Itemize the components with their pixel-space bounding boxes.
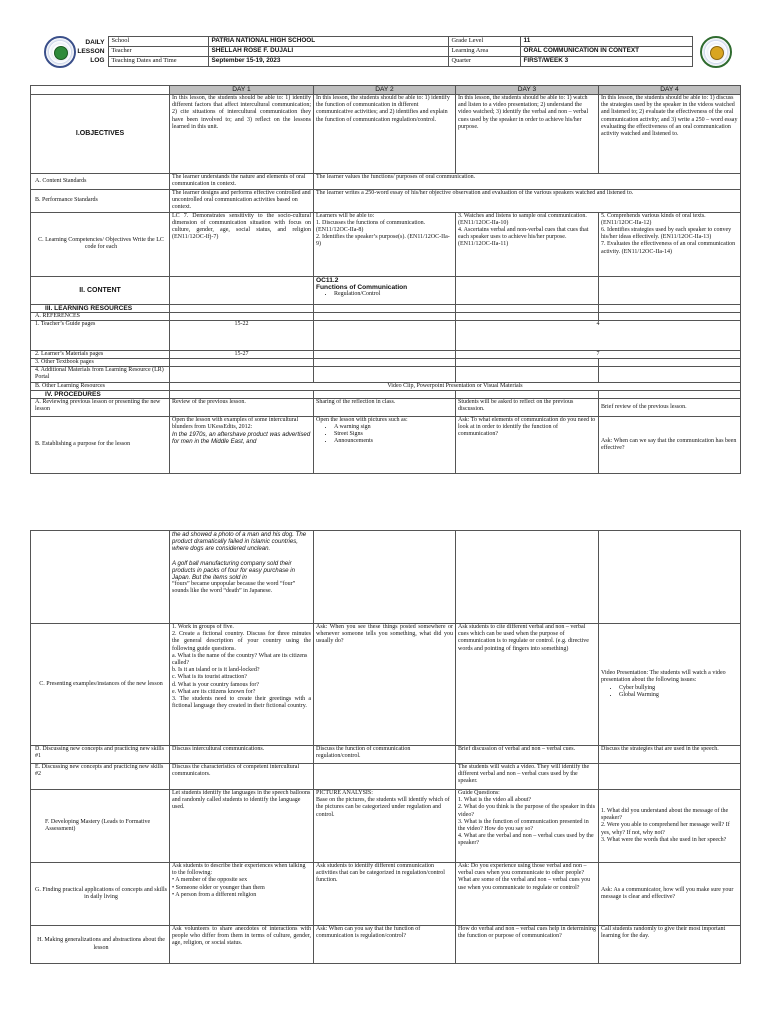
- list-item: • Street Signs: [334, 431, 453, 438]
- continuation-normal: “fours” became unpopular because the word “four” sounds like the word “death” in Japanese.: [172, 581, 296, 595]
- procedure-c-day-4-list: [601, 685, 738, 699]
- competency-line: 7. Evaluates the effectiveness of an oral communication activity. (EN11/12OC-IIa-14): [601, 241, 736, 255]
- grade-label: Grade Level: [448, 37, 520, 47]
- log-title-line-3: LOG: [90, 57, 105, 64]
- school-seal-logo: [700, 36, 732, 68]
- competencies-day-2: [314, 212, 456, 276]
- objectives-day-1: In this lesson, the students should be able to: 1) identify different factors that affect intercultural communication; 2) cite situations of intercultural communication they have been involved to; and 3) reflect on the lessons learned in this unit.: [170, 95, 314, 174]
- procedure-h-day-4: Call students randomly to give their most important learning for the day.: [599, 926, 741, 964]
- procedure-b-label: B. Establishing a purpose for the lesson: [31, 416, 170, 473]
- procedure-a-day-2: Sharing of the reflection in class.: [314, 398, 456, 416]
- quarter-label: Quarter: [448, 57, 520, 67]
- procedure-f-day-2-text: Base on the pictures, the students will identify which of the pictures can be categorized under regulation and control.: [316, 797, 450, 818]
- procedure-e-day-3: The students will watch a video. They will identify the different verbal and non – verbal cues used by the speaker.: [456, 764, 599, 790]
- procedure-f-line: 3. What is the function of communication presented in the video? How do you say so?: [458, 818, 589, 833]
- day-4-header: DAY 4: [599, 86, 741, 95]
- objectives-day-4: In this lesson, the students should be able to: 1) discuss the strategies used by the speaker in the videos watched and listened to; 2) evaluate the effectiveness of the oral communication activity; and 3) write a 250 – word essay evaluating the effectiveness of an oral communication activity watched and listened to.: [599, 95, 741, 174]
- content-day-2: [314, 276, 456, 304]
- procedure-c-line: 1. Work in groups of five.: [172, 624, 234, 630]
- dates-label: Teaching Dates and Time: [108, 57, 208, 67]
- empty-cell: [170, 304, 314, 312]
- teachers-guide-day-1: 15-22: [170, 320, 314, 350]
- competencies-label: C. Learning Competencies/ Objectives Write the LC code for each: [31, 212, 170, 276]
- learners-materials-label: 2. Learner’s Materials pages: [31, 350, 170, 358]
- procedure-e-day-1: Discuss the characteristics of competent intercultural communicators.: [170, 764, 314, 790]
- empty-cell: [456, 304, 599, 312]
- continuation-italic-1: the ad showed a photo of a man and his dog. The product dramatically failed in Islamic countries, where dogs are considered unclean.: [172, 531, 307, 553]
- procedure-g-day-3: Ask: Do you experience using those verbal and non – verbal cues when you communicate to other people? What are some of the verbal and non – verbal cues you use when you communicate to regulate or control?: [456, 863, 599, 926]
- teacher-label: Teacher: [108, 47, 208, 57]
- procedure-h-day-3: How do verbal and non – verbal cues help in determining the function or purpose of communication?: [456, 926, 599, 964]
- spacer: [172, 553, 311, 560]
- procedure-h-label: H. Making generalizations and abstractions about the lesson: [31, 926, 170, 964]
- procedure-g-item: • A member of the opposite sex: [172, 877, 248, 884]
- procedure-d-day-4: Discuss the strategies that are used in the speech.: [599, 746, 741, 764]
- references-label: A. REFERENCES: [31, 312, 170, 320]
- procedure-b-day-4: Ask: When can we say that the communication has been effective?: [599, 416, 741, 473]
- procedure-b-day-2-intro: Open the lesson with pictures such as:: [316, 416, 408, 423]
- performance-standards-day-1: The learner designs and performs effective controlled and uncontrolled oral communication activities based on context.: [170, 190, 314, 213]
- teacher-value: SHELLAH ROSE F. DUJALI: [208, 47, 448, 57]
- procedure-f-line: Guide Questions:: [458, 790, 500, 796]
- procedure-g-day-1: [170, 863, 314, 926]
- content-code: OC11.2: [316, 276, 339, 284]
- objectives-label: I.OBJECTIVES: [31, 95, 170, 174]
- empty-cell: [314, 350, 456, 358]
- resources-label: III. LEARNING RESOURCES: [31, 304, 170, 312]
- list-item: • Global Warming: [619, 692, 738, 699]
- content-standards-day-2-4: The learner values the functions/ purposes of oral communication.: [314, 174, 741, 190]
- empty-cell: [599, 764, 741, 790]
- procedure-f-line: 2. Were you able to comprehend her message well? If yes, why? If not, why not?: [601, 822, 730, 836]
- procedure-c-day-1: [170, 624, 314, 746]
- procedure-a-day-4: Brief review of the previous lesson.: [599, 398, 741, 416]
- procedure-c-line: 2. Create a fictional country. Discuss for three minutes the general description of your country using the following guide questions.: [172, 631, 311, 652]
- empty-cell: [599, 531, 741, 624]
- content-day-3: [456, 276, 599, 304]
- empty-cell: [456, 312, 599, 320]
- procedure-f-label: F. Developing Mastery (Leads to Formative Assessment): [31, 790, 170, 863]
- empty-cell: [170, 390, 314, 398]
- procedures-label: IV. PROCEDURES: [31, 390, 170, 398]
- procedure-g-day-4: Ask: As a communicator, how will you make sure your message is clear and effective?: [599, 863, 741, 926]
- procedure-f-line: 1. What is the video all about?: [458, 797, 532, 804]
- lr-portal-label: 4. Additional Materials from Learning Resource (LR) Portal: [31, 367, 170, 382]
- procedure-b-day-1-italic: In the 1970s, an aftershave product was advertised for men in the Middle East, and: [172, 431, 311, 446]
- daily-lesson-log-title: [74, 37, 108, 67]
- empty-cell: [599, 304, 741, 312]
- empty-cell: [314, 320, 456, 350]
- objectives-day-3: In this lesson, the students should be able to: 1) watch and listen to a video presentation; 2) understand the video watched; 3) identify the verbal and non – verbal cues used by the speaker in order to achieve his/her purpose.: [456, 95, 599, 174]
- area-value: ORAL COMMUNICATION IN CONTEXT: [520, 47, 692, 57]
- procedure-c-day-4: [599, 624, 741, 746]
- competency-line: 2. Identifies the speaker’s purpose(s). (EN11/12OC-IIa-9): [316, 234, 450, 248]
- learners-materials-day-3-4: 7: [456, 350, 741, 358]
- other-resources-value: Video Clip, Powerpoint Presentation or Visual Materials: [170, 382, 741, 390]
- performance-standards-day-2-4: The learner writes a 250-word essay of his/her objective observation and evaluation of the various speakers watched and listened to.: [314, 190, 741, 213]
- content-standards-day-1: The learner understands the nature and elements of oral communication in context.: [170, 174, 314, 190]
- procedure-c-line: b. Is it an island or is it land-locked?: [172, 667, 260, 674]
- procedure-g-day-1-intro: Ask students to describe their experiences when talking to the following:: [172, 863, 306, 877]
- competency-line: 6. Identifies strategies used by each speaker to convey his/her ideas effectively. (EN11/12OC-IIa-13): [601, 227, 732, 241]
- procedure-d-label: D. Discussing new concepts and practicing new skills #1: [31, 746, 170, 764]
- day-1-header: DAY 1: [170, 86, 314, 95]
- competency-line: Learners will be able to:: [316, 212, 375, 219]
- procedure-g-day-2: Ask students to identify different communication activities that can be categorized in regulation/control function.: [314, 863, 456, 926]
- empty-cell: [314, 531, 456, 624]
- list-item: • Announcements: [334, 438, 453, 445]
- empty-cell: [599, 312, 741, 320]
- procedure-f-line: 2. What do you think is the purpose of the speaker in this video?: [458, 804, 596, 818]
- corner-cell: [31, 86, 170, 95]
- continuation-italic-2: A golf ball manufacturing company sold their products in packs of four for easy purchase in Japan. But the items sold in: [172, 559, 295, 582]
- empty-cell: [314, 359, 456, 367]
- procedure-c-day-4-intro: Video Presentation: The students will watch a video presentation about the following issues:: [601, 670, 726, 684]
- content-standards-label: A. Content Standards: [31, 174, 170, 190]
- procedure-f-line: 1. What did you understand about the message of the speaker?: [601, 807, 729, 822]
- procedure-b-day-1-text: Open the lesson with examples of some intercultural blunders from UKessEdits, 2012:: [172, 416, 299, 431]
- teachers-guide-label: 1. Teacher’s Guide pages: [31, 320, 170, 350]
- procedure-c-line: d. What is your country famous for?: [172, 681, 260, 688]
- performance-standards-label: B. Performance Standards: [31, 190, 170, 213]
- empty-cell: [314, 367, 456, 382]
- procedure-d-day-2: Discuss the function of communication regulation/control.: [314, 746, 456, 764]
- competencies-day-3: [456, 212, 599, 276]
- empty-cell: [599, 390, 741, 398]
- content-bullet: • Regulation/Control: [334, 291, 453, 298]
- content-day-1: [170, 276, 314, 304]
- quarter-value: FIRST/WEEK 3: [520, 57, 692, 67]
- area-label: Learning Area: [448, 47, 520, 57]
- content-title: Functions of Communication: [316, 283, 408, 291]
- empty-cell: [456, 390, 599, 398]
- procedure-g-item: • A person from a different religion: [172, 891, 257, 898]
- empty-cell: [599, 359, 741, 367]
- deped-seal-logo: [44, 36, 76, 68]
- competency-line: 3. Watches and listens to sample oral communication. (EN11/12OC-IIa-10): [458, 212, 587, 226]
- procedure-f-day-3: [456, 790, 599, 863]
- procedure-b-day-2-list: [316, 424, 453, 446]
- procedure-b-day-2: [314, 416, 456, 473]
- page-2: [0, 500, 768, 1024]
- procedure-f-day-4: [599, 790, 741, 863]
- competencies-day-1: LC 7. Demonstrates sensitivity to the socio-cultural dimension of communication situation with focus on culture, gender, age, social status, and religion (EN11/12OC-Ifj-7): [170, 212, 314, 276]
- teachers-guide-day-3-4: 4: [456, 320, 741, 350]
- dates-value: September 15-19, 2023: [208, 57, 448, 67]
- learners-materials-day-1: 15-27: [170, 350, 314, 358]
- procedure-h-day-2: Ask: When can you say that the function of communication is regulation/control?: [314, 926, 456, 964]
- procedure-e-label: E. Discussing new concepts and practicing new skills #2: [31, 764, 170, 790]
- procedure-c-line: 3. The students need to create their greetings with a fictional language they created in their fictional country.: [172, 696, 311, 710]
- empty-cell: [456, 531, 599, 624]
- procedure-b-day-1: [170, 416, 314, 473]
- page-1: [0, 0, 768, 500]
- procedure-d-day-1: Discuss intercultural communications.: [170, 746, 314, 764]
- log-title-line-1: DAILY: [85, 39, 105, 46]
- objectives-day-2: In this lesson, the students should be able to: 1) identify the function of communication in different communicative activities; and 2) identifies and explain the function of communication regulation/control.: [314, 95, 456, 174]
- content-day-4: [599, 276, 741, 304]
- procedure-c-day-2: Ask: When you see these things posted somewhere or whenever someone tells you something, what did you usually do?: [314, 624, 456, 746]
- procedure-h-day-1: Ask volunteers to share anecdotes of interactions with people who differ from them in terms of culture, gender, age, religion, or social status.: [170, 926, 314, 964]
- competency-line: 1. Discusses the functions of communication. (EN11/12OC-IIa-8): [316, 219, 426, 234]
- empty-cell: [170, 359, 314, 367]
- log-title-line-2: LESSON: [77, 48, 105, 55]
- procedure-b-day-3: Ask: To what elements of communication do you need to look at in order to identify the function of communication?: [456, 416, 599, 473]
- header-table: [74, 36, 693, 67]
- competencies-day-4: [599, 212, 741, 276]
- day-3-header: DAY 3: [456, 86, 599, 95]
- empty-cell: [170, 367, 314, 382]
- content-bullets: [316, 291, 453, 298]
- empty-cell: [170, 312, 314, 320]
- grade-value: 11: [520, 37, 692, 47]
- competency-line: 4. Ascertains verbal and non-verbal cues that cues that each speaker uses to achieve his/her purpose. (EN11/12OC-IIa-11): [458, 227, 589, 248]
- empty-cell: [314, 312, 456, 320]
- content-label: II. CONTENT: [31, 276, 170, 304]
- lesson-table-1: [30, 85, 741, 474]
- procedure-f-line: 4. What are the verbal and non – verbal cues used by the speaker?: [458, 833, 594, 847]
- procedure-f-day-2-head: PICTURE ANALYSIS:: [316, 790, 373, 796]
- list-item: • Cyber bullying: [619, 685, 738, 692]
- other-resources-label: B. Other Learning Resources: [31, 382, 170, 390]
- procedure-g-item: • Someone older or younger than them: [172, 884, 265, 891]
- procedure-c-label: C. Presenting examples/instances of the new lesson: [31, 624, 170, 746]
- procedure-g-label: G. Finding practical applications of concepts and skills in daily living: [31, 863, 170, 926]
- list-item: • A warning sign: [334, 424, 453, 431]
- empty-cell: [456, 359, 599, 367]
- empty-cell: [314, 764, 456, 790]
- other-textbook-label: 3. Other Textbook pages: [31, 359, 170, 367]
- procedure-a-label: A. Reviewing previous lesson or presenting the new lesson: [31, 398, 170, 416]
- procedure-f-day-1: Let students identify the languages in the speech balloons and randomly called students to identify the language used.: [170, 790, 314, 863]
- procedure-c-line: c. What is its tourist attraction?: [172, 674, 247, 681]
- continuation-label: [31, 531, 170, 624]
- empty-cell: [314, 304, 456, 312]
- school-value: PATRIA NATIONAL HIGH SCHOOL: [208, 37, 448, 47]
- procedure-f-day-2: [314, 790, 456, 863]
- school-label: School: [108, 37, 208, 47]
- empty-cell: [599, 367, 741, 382]
- competency-line: 5. Comprehends various kinds of oral texts. (EN11/12OC-IIa-12): [601, 212, 706, 226]
- lesson-table-2: [30, 530, 741, 964]
- procedure-d-day-3: Brief discussion of verbal and non – verbal cues.: [456, 746, 599, 764]
- procedure-a-day-3: Students will be asked to reflect on the previous discussion.: [456, 398, 599, 416]
- procedure-c-day-3: Ask students to cite different verbal and non – verbal cues which can be used when the purpose of communication is to regulate or control. (e.g. directive words and pointing of fingers into something): [456, 624, 599, 746]
- procedure-f-line: 3. What were the words that she used in her speech?: [601, 836, 727, 843]
- empty-cell: [456, 367, 599, 382]
- continuation-day-1: [170, 531, 314, 624]
- procedure-c-line: a. What is the name of the country? What are its citizens called?: [172, 652, 308, 667]
- procedure-a-day-1: Review of the previous lesson.: [170, 398, 314, 416]
- day-2-header: DAY 2: [314, 86, 456, 95]
- procedure-c-line: e. What are its citizens known for?: [172, 688, 256, 695]
- empty-cell: [314, 390, 456, 398]
